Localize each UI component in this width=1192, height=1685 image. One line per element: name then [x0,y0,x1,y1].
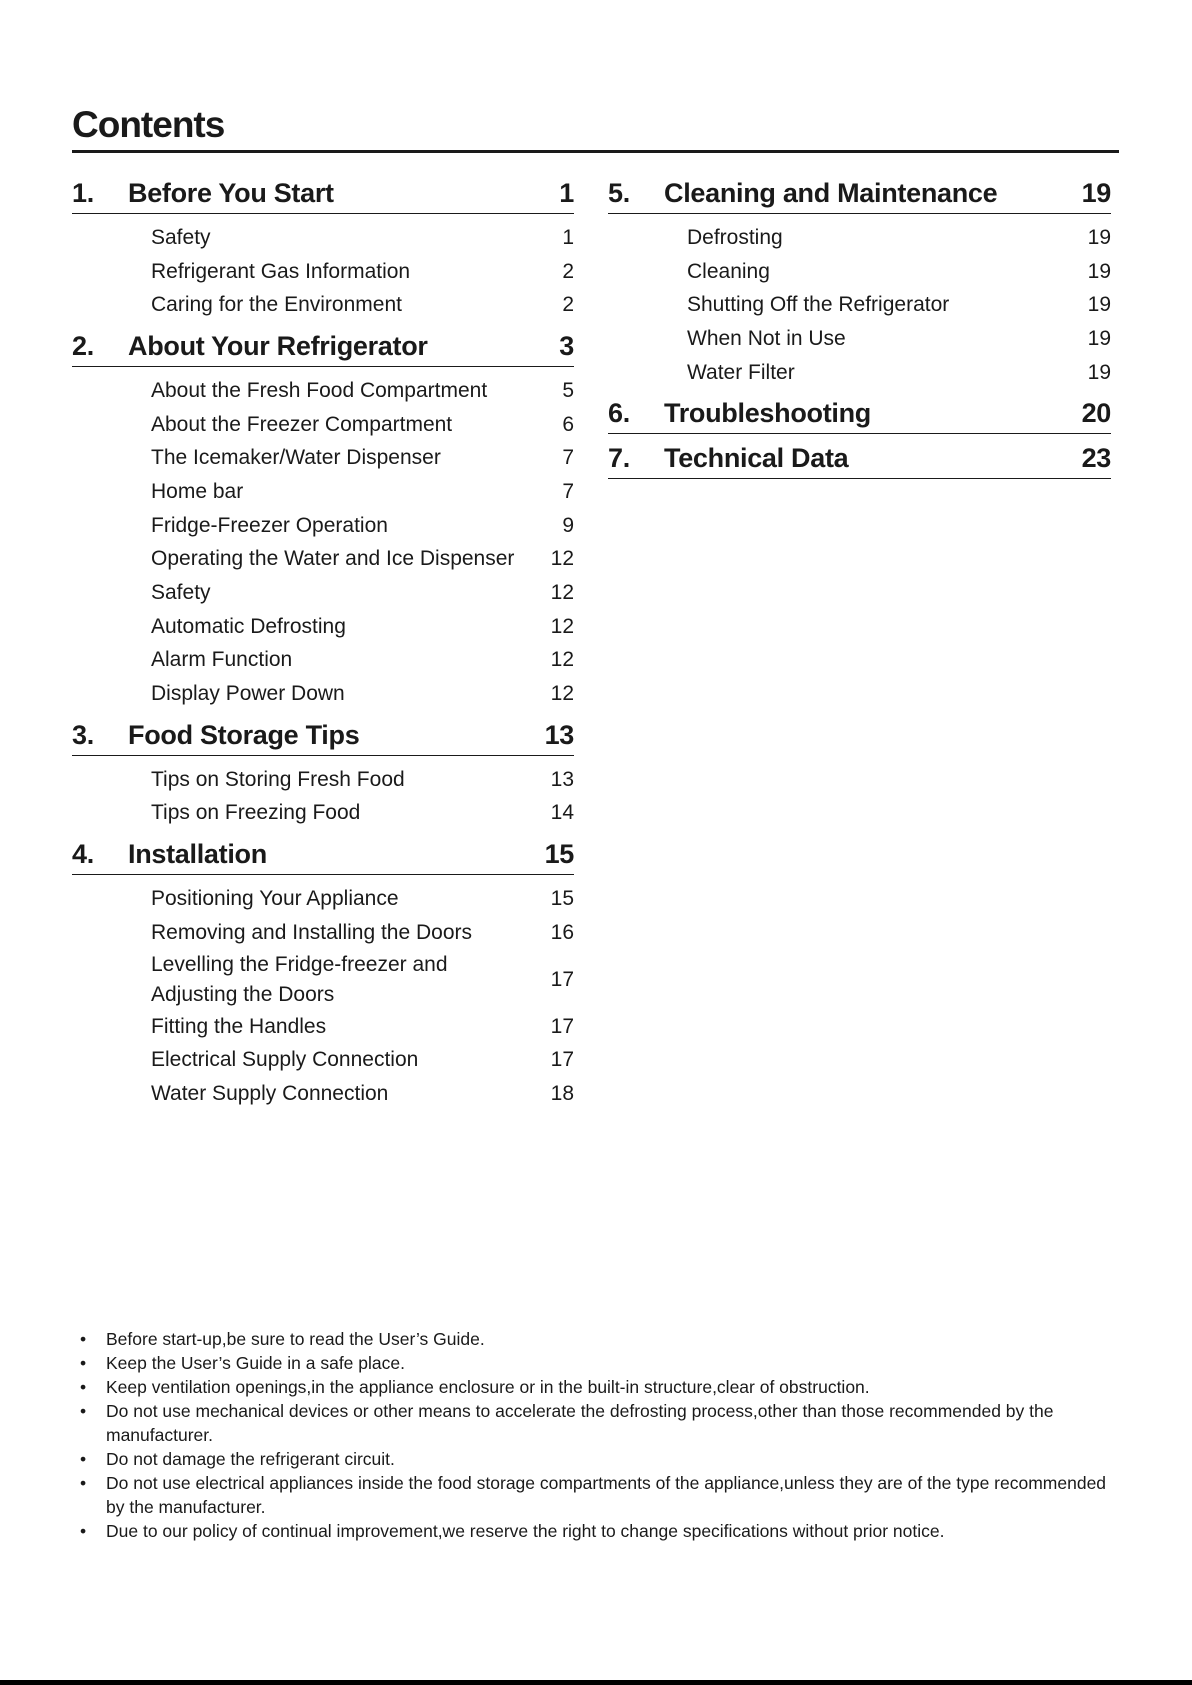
note-item [80,1471,1120,1519]
entry-title: Removing and Installing the Doors [151,920,473,944]
toc-entry[interactable] [72,1010,574,1044]
entry-title: Water Supply Connection [151,1081,389,1105]
entry-title: About the Freezer Compartment [151,412,453,436]
section-number: 2. [72,331,94,362]
entry-page-number: 12 [550,682,574,706]
entry-page-number: 19 [1087,326,1111,350]
note-item [80,1351,1120,1375]
toc-section [72,839,574,1110]
toc-entry[interactable] [72,255,574,289]
note-text: Do not use electrical appliances inside the food storage compartments of the appliance,unless they are of the type recommended by the manufacturer. [106,1473,1107,1517]
toc-entry[interactable] [608,288,1111,322]
entry-page-number: 14 [550,801,574,825]
note-item [80,1447,1120,1471]
section-page-number: 13 [544,719,574,750]
toc-entry[interactable] [72,1043,574,1077]
section-title: Installation [128,839,267,870]
toc-entry[interactable] [72,374,574,408]
section-page-number: 15 [544,839,574,870]
toc-entry[interactable] [72,763,574,797]
toc-entry[interactable] [72,882,574,916]
entry-title: Positioning Your Appliance [151,887,399,911]
toc-entry[interactable] [72,475,574,509]
bullet-icon: • [80,1521,87,1541]
section-title: Food Storage Tips [128,719,360,750]
bullet-icon: • [80,1449,87,1469]
toc-entry[interactable] [608,221,1111,255]
toc-entry[interactable] [72,441,574,475]
entry-page-number: 17 [550,967,574,991]
toc-entry[interactable] [72,509,574,543]
toc-section [72,720,574,830]
entry-title: Cleaning [687,259,770,283]
toc-section [72,178,574,322]
note-text: Before start-up,be sure to read the User’s Guide. [106,1329,485,1349]
section-number: 3. [72,719,94,750]
toc-entry[interactable] [72,950,574,1010]
page-bottom-border [0,1680,1192,1685]
entry-page-number: 15 [550,887,574,911]
toc-section [608,443,1111,479]
section-heading[interactable] [608,443,1111,479]
toc-entry[interactable] [72,916,574,950]
note-item [80,1327,1120,1351]
toc-entry[interactable] [72,408,574,442]
entry-title: Tips on Freezing Food [151,801,361,825]
entry-title: Safety [151,225,211,249]
notes-list [80,1327,1120,1543]
entry-page-number: 12 [550,614,574,638]
entry-title: Fitting the Handles [151,1014,327,1038]
toc-section [608,178,1111,389]
section-heading[interactable] [608,178,1111,214]
section-heading[interactable] [72,178,574,214]
note-item [80,1375,1120,1399]
entry-page-number: 19 [1087,293,1111,317]
section-page-number: 3 [559,331,574,362]
section-title: Before You Start [128,178,334,208]
toc-entry[interactable] [72,797,574,831]
entry-title: Shutting Off the Refrigerator [687,293,950,317]
entry-page-number: 19 [1087,225,1111,249]
section-heading[interactable] [72,720,574,756]
entry-title: Automatic Defrosting [151,614,346,638]
entry-title: Operating the Water and Ice Dispenser [151,547,515,571]
entry-title: Display Power Down [151,682,345,706]
entry-title: Safety [151,581,211,605]
entry-title: Defrosting [687,225,783,249]
toc-column-left [72,178,574,1120]
entry-page-number: 5 [562,378,574,402]
toc-entry[interactable] [72,288,574,322]
entry-page-number: 12 [550,648,574,672]
entry-title: Alarm Function [151,648,293,672]
entry-page-number: 18 [550,1081,574,1105]
bullet-icon: • [80,1329,87,1349]
note-item [80,1519,1120,1543]
entry-title: Caring for the Environment [151,293,402,317]
entry-page-number: 7 [562,479,574,503]
entry-title: Refrigerant Gas Information [151,259,411,283]
section-heading[interactable] [72,331,574,367]
note-text: Keep the User’s Guide in a safe place. [106,1353,405,1373]
section-page-number: 20 [1081,398,1111,429]
entry-title: Tips on Storing Fresh Food [151,767,405,791]
section-number: 4. [72,839,94,870]
section-page-number: 23 [1081,443,1111,474]
entry-page-number: 2 [562,293,574,317]
entry-page-number: 2 [562,259,574,283]
entry-page-number: 7 [562,446,574,470]
note-text: Do not use mechanical devices or other means to accelerate the defrosting process,other than those recommended by the manufacturer. [106,1401,1054,1445]
bullet-icon: • [80,1473,87,1493]
section-number: 6. [608,398,630,429]
entry-page-number: 16 [550,920,574,944]
toc-entry[interactable] [72,677,574,711]
entry-title: Water Filter [687,360,795,384]
entry-title: Levelling the Fridge-freezer and Adjusting the Doors [151,952,448,1006]
entry-page-number: 17 [550,1048,574,1072]
entry-title: Fridge-Freezer Operation [151,513,388,537]
section-page-number: 1 [559,178,574,208]
section-heading[interactable] [608,398,1111,434]
entry-title: About the Fresh Food Compartment [151,378,488,402]
note-text: Do not damage the refrigerant circuit. [106,1449,395,1469]
page-title: Contents [72,104,225,145]
entry-page-number: 19 [1087,360,1111,384]
entry-title: When Not in Use [687,326,846,350]
title-divider [72,150,1119,153]
toc-entry[interactable] [608,322,1111,356]
entry-page-number: 9 [562,513,574,537]
section-title: Cleaning and Maintenance [664,178,998,208]
toc-entry[interactable] [608,255,1111,289]
toc-entry[interactable] [72,576,574,610]
entry-page-number: 19 [1087,259,1111,283]
entry-title: Home bar [151,479,244,503]
toc-entry[interactable] [72,1077,574,1111]
bullet-icon: • [80,1401,87,1421]
note-text: Due to our policy of continual improvement,we reserve the right to change specifications without prior notice. [106,1521,945,1541]
section-number: 5. [608,178,630,208]
toc-entry[interactable] [72,543,574,577]
entry-page-number: 12 [550,547,574,571]
toc-section [72,331,574,711]
toc-entry[interactable] [608,356,1111,390]
entry-page-number: 6 [562,412,574,436]
section-title: Technical Data [664,443,849,474]
section-title: Troubleshooting [664,398,871,429]
section-heading[interactable] [72,839,574,875]
bullet-icon: • [80,1353,87,1373]
section-number: 7. [608,443,630,474]
section-number: 1. [72,178,94,208]
entry-title: The Icemaker/Water Dispenser [151,446,441,470]
entry-page-number: 1 [562,225,574,249]
entry-title: Electrical Supply Connection [151,1048,419,1072]
entry-page-number: 12 [550,581,574,605]
toc-column-right [608,178,1111,488]
section-page-number: 19 [1081,178,1111,208]
bullet-icon: • [80,1377,87,1397]
entry-page-number: 13 [550,767,574,791]
note-item [80,1399,1120,1447]
toc-entry[interactable] [72,644,574,678]
toc-section [608,398,1111,434]
note-text: Keep ventilation openings,in the appliance enclosure or in the built-in structure,clear of obstruction. [106,1377,870,1397]
entry-page-number: 17 [550,1014,574,1038]
toc-entry[interactable] [72,610,574,644]
toc-entry[interactable] [72,221,574,255]
section-title: About Your Refrigerator [128,331,428,362]
